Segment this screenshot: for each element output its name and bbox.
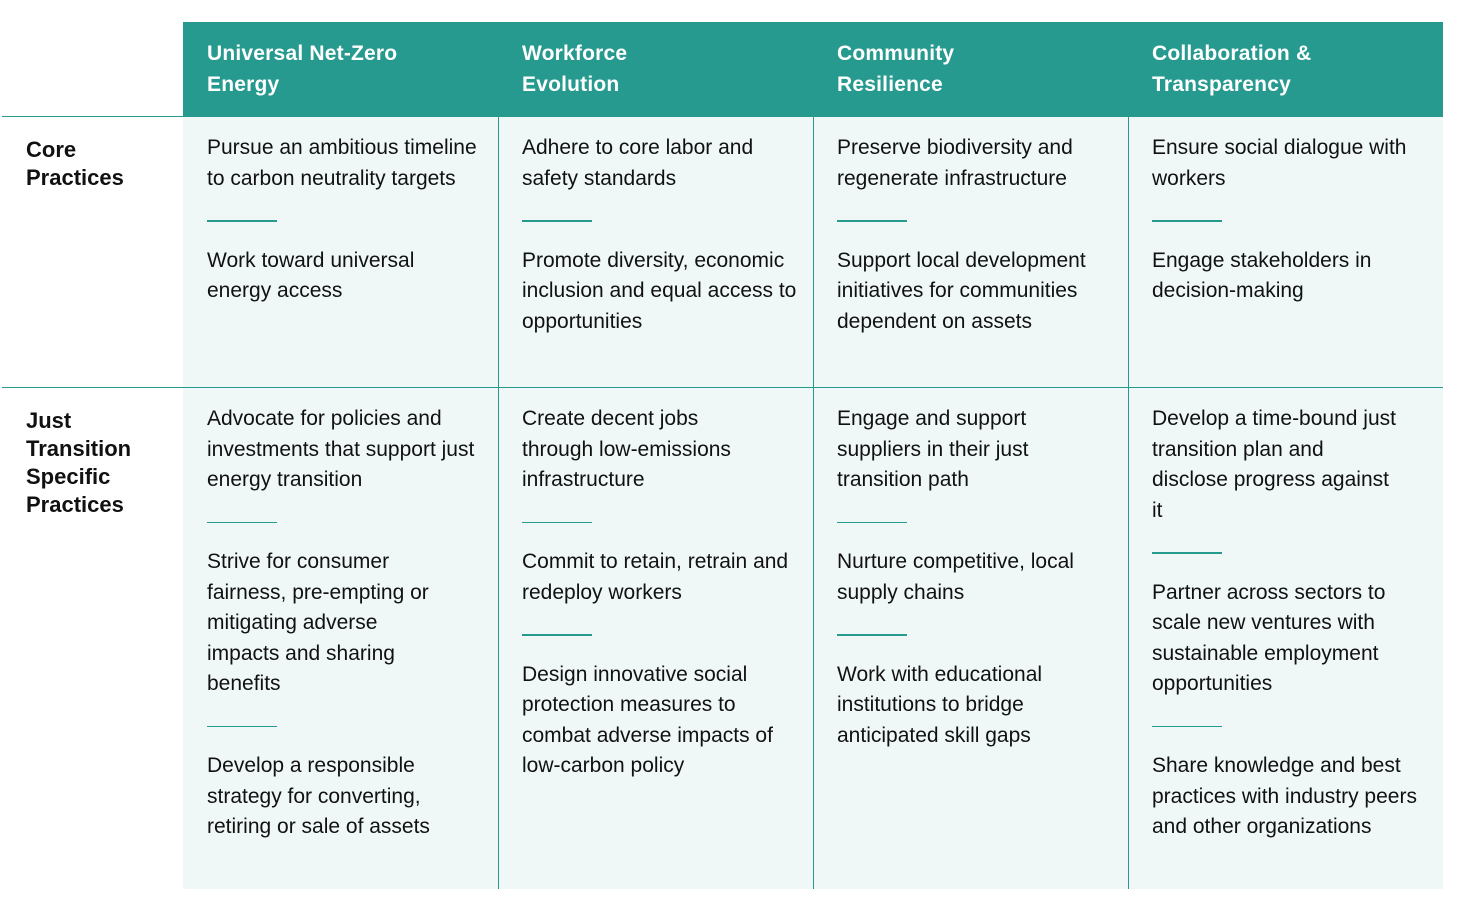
row-label-line: Transition xyxy=(26,436,132,461)
item-separator xyxy=(522,522,592,524)
row-divider-middle xyxy=(2,387,1443,388)
practice-item: Partner across sectors to scale new ventures with sustainable employment opportunities xyxy=(1152,580,1386,695)
practice-item: Work with educational institutions to bridge anticipated skill gaps xyxy=(837,662,1043,747)
practice-item: Engage stakeholders in decision-making xyxy=(1152,248,1372,302)
practice-item: Nurture competitive, local supply chains xyxy=(837,550,1074,604)
column-header-line: Transparency xyxy=(1152,73,1291,96)
practice-item: Preserve biodiversity and regenerate infrastructure xyxy=(837,136,1073,190)
row-label-line: Practices xyxy=(26,492,124,517)
row-label-core-practices xyxy=(26,136,124,192)
practice-item: Develop a time-bound just transition plan and disclose progress against it xyxy=(1152,407,1396,522)
cell-core-community xyxy=(813,117,1128,387)
practice-item: Support local development initiatives for communities dependent on assets xyxy=(837,248,1086,333)
row-divider-top xyxy=(2,116,1443,117)
practice-item: Create decent jobs through low-emissions infrastructure xyxy=(522,407,731,491)
row-label-line: Specific xyxy=(26,464,111,489)
practice-item: Develop a responsible strategy for converting, retiring or sale of assets xyxy=(207,754,430,838)
cell-core-workforce xyxy=(498,117,813,387)
column-divider xyxy=(813,22,814,889)
item-separator xyxy=(522,220,592,222)
column-divider xyxy=(1128,22,1129,889)
cell-just-transition-workforce xyxy=(498,388,813,889)
column-divider xyxy=(498,22,499,889)
practice-item: Adhere to core labor and safety standards xyxy=(522,136,754,190)
row-label-line: Just xyxy=(26,408,72,433)
item-separator xyxy=(837,220,907,222)
item-separator xyxy=(207,522,277,524)
item-separator xyxy=(1152,220,1222,222)
column-header-line: Workforce xyxy=(522,42,628,65)
column-header-line: Community xyxy=(837,42,955,65)
practice-item: Share knowledge and best practices with industry peers and other organizations xyxy=(1152,754,1417,838)
item-separator xyxy=(207,726,277,728)
column-header-line: Resilience xyxy=(837,73,943,96)
item-separator xyxy=(207,220,277,222)
practice-item: Pursue an ambitious timeline to carbon neutrality targets xyxy=(207,136,477,190)
practice-item: Strive for consumer fairness, pre-empting or mitigating adverse impacts and sharing benefits xyxy=(207,550,429,695)
row-label-line: Practices xyxy=(26,165,124,190)
column-header-workforce-evolution xyxy=(498,22,813,117)
cell-just-transition-energy xyxy=(183,388,498,889)
item-separator xyxy=(522,634,592,636)
practice-item: Ensure social dialogue with workers xyxy=(1152,136,1407,190)
practice-item: Advocate for policies and investments that support just energy transition xyxy=(207,407,475,491)
item-separator xyxy=(837,634,907,636)
practice-item: Engage and support suppliers in their just transition path xyxy=(837,407,1029,491)
item-separator xyxy=(1152,726,1222,728)
row-label-line: Core xyxy=(26,137,77,162)
cell-just-transition-community xyxy=(813,388,1128,889)
cell-core-collaboration xyxy=(1128,117,1443,387)
item-separator xyxy=(837,522,907,524)
column-header-line: Collaboration & xyxy=(1152,42,1312,65)
practice-item: Commit to retain, retrain and redeploy workers xyxy=(522,550,789,604)
column-header-line: Evolution xyxy=(522,73,620,96)
row-label-just-transition-specific-practices xyxy=(26,407,131,519)
column-header-universal-net-zero-energy xyxy=(183,22,498,117)
practice-item: Promote diversity, economic inclusion and equal access to opportunities xyxy=(522,248,797,333)
cell-just-transition-collaboration xyxy=(1128,388,1443,889)
column-header-collaboration-transparency xyxy=(1128,22,1443,117)
column-header-line: Energy xyxy=(207,73,280,96)
item-separator xyxy=(1152,552,1222,554)
cell-core-energy xyxy=(183,117,498,387)
practice-item: Design innovative social protection measures to combat adverse impacts of low-carbon policy xyxy=(522,662,773,777)
column-header-community-resilience xyxy=(813,22,1128,117)
column-header-line: Universal Net-Zero xyxy=(207,42,398,65)
practice-item: Work toward universal energy access xyxy=(207,248,415,302)
